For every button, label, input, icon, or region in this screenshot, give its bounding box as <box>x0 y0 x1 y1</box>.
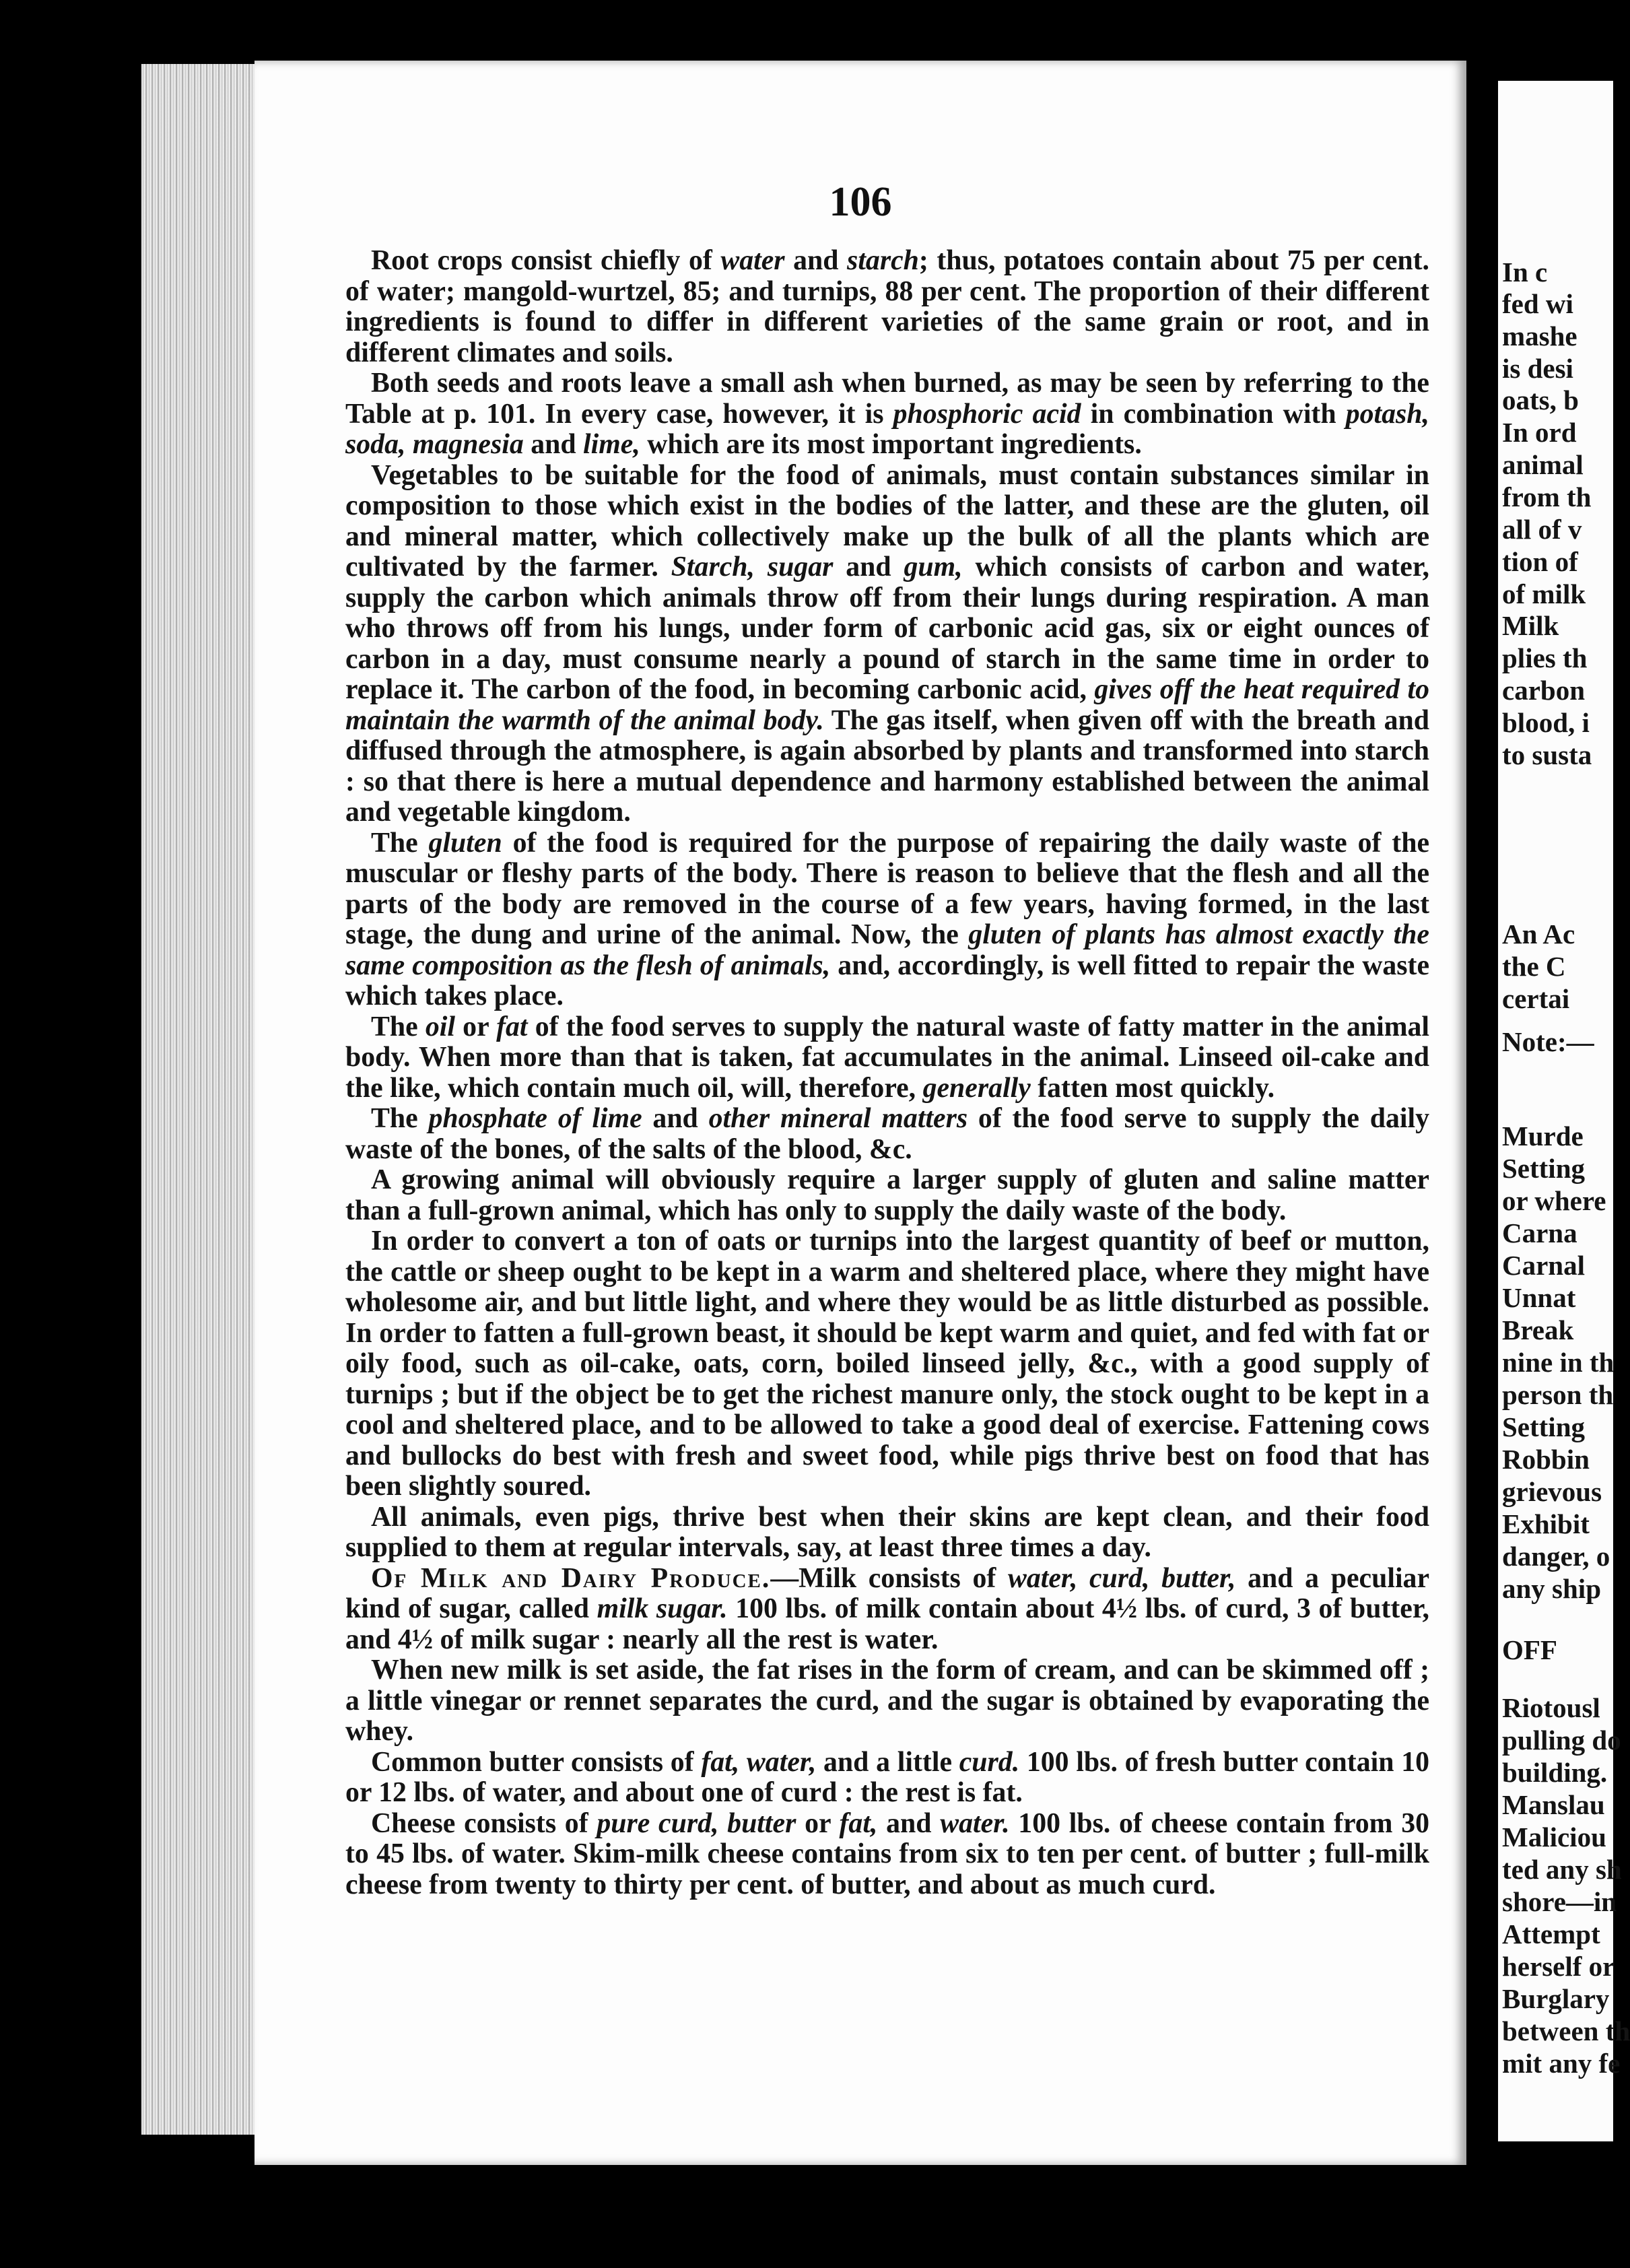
facing-page-line: mit any fe <box>1502 2048 1621 2079</box>
facing-page-line: Riotousl <box>1502 1692 1600 1723</box>
facing-page-line: of milk <box>1502 578 1586 609</box>
body-paragraph <box>345 1012 1429 1104</box>
facing-page-line: Note:— <box>1502 1026 1594 1057</box>
italic-text-run: lime, <box>583 429 640 460</box>
text-run: and <box>877 1807 941 1839</box>
facing-page-line: Carnal <box>1502 1250 1585 1281</box>
facing-page-text <box>1498 81 1630 2141</box>
italic-text-run: water. <box>940 1807 1010 1839</box>
text-run: Both seeds and roots leave a small ash when burned, as may be seen by referring to the Table at p. 101. In every case, however, it is <box>345 368 1429 430</box>
text-run: and, accordingly, is well fitted to repair the waste which takes place. <box>345 949 1430 1011</box>
facing-page-line: ted any sh <box>1502 1854 1622 1885</box>
italic-text-run: water, curd, butter, <box>1007 1562 1236 1594</box>
facing-page-line: building. <box>1502 1757 1608 1788</box>
body-paragraph <box>345 461 1429 828</box>
italic-text-run: gluten of plants has almost exactly the same composition as the flesh of animals, <box>345 919 1429 981</box>
italic-text-run: water <box>720 245 785 276</box>
facing-page-line: Milk <box>1502 610 1559 641</box>
text-run: 100 lbs. of milk contain about 4½ lbs. of curd, 3 of butter, and 4½ of milk sugar : nearly all the rest is water. <box>345 1593 1430 1655</box>
body-paragraph <box>345 1747 1429 1809</box>
text-run: 100 lbs. of cheese contain from 30 to 45 lbs. of water. Skim-milk cheese contains from six to ten per cent. of butter ; full-milk cheese from twenty to thirty per cent. of butter, and about as much curd. <box>345 1807 1430 1900</box>
facing-page-line: In c <box>1502 257 1548 288</box>
facing-page-line: to susta <box>1502 739 1592 770</box>
facing-page-line: Setting <box>1502 1153 1585 1184</box>
facing-page-line: shore—in <box>1502 1886 1617 1917</box>
facing-page-line: Carna <box>1502 1218 1577 1248</box>
section-heading-run: Of Milk and Dairy Produce. <box>371 1562 771 1594</box>
facing-page-line: Burglary <box>1502 1983 1610 2014</box>
text-run: All animals, even pigs, thrive best when their skins are kept clean, and their food supplied to them at regular intervals, say, at least three times a day. <box>345 1501 1429 1563</box>
facing-page-line: danger, o <box>1502 1541 1610 1572</box>
body-paragraph <box>345 1655 1429 1747</box>
italic-text-run: curd. <box>959 1746 1020 1778</box>
body-paragraph <box>345 246 1429 368</box>
text-run: fatten most quickly. <box>1030 1072 1275 1104</box>
body-paragraph <box>345 1564 1429 1656</box>
facing-page-line: mashe <box>1502 321 1577 352</box>
italic-text-run: fat <box>496 1011 528 1042</box>
text-run: The <box>371 827 429 859</box>
facing-page-line: Exhibit <box>1502 1508 1590 1539</box>
italic-text-run: starch <box>847 245 919 276</box>
italic-text-run: gum, <box>904 552 963 582</box>
text-run: When new milk is set aside, the fat rises in the form of cream, and can be skimmed off ; a little vinegar or rennet separates the curd, and the sugar is obtained by evaporating the whey. <box>345 1655 1429 1747</box>
text-run: and <box>784 245 848 276</box>
book-page-edges <box>141 64 259 2135</box>
facing-page-line: animal <box>1502 449 1584 480</box>
text-run: which are its most important ingredients. <box>640 429 1142 460</box>
facing-page-line: nine in th <box>1502 1347 1615 1378</box>
italic-text-run: fat, <box>839 1807 878 1839</box>
text-run: The gas itself, when given off with the breath and diffused through the atmosphere, is again absorbed by plants and transformed into starch : so that there is here a mutual dependence and harmony established between the animal and vegetable kingdom. <box>345 704 1429 828</box>
italic-text-run: gives off the heat required to maintain the warmth of the animal body. <box>345 674 1429 736</box>
italic-text-run: Starch, sugar <box>671 552 834 582</box>
text-run: 100 lbs. of fresh butter contain 10 or 12 lbs. of water, and about one of curd : the rest is fat. <box>345 1746 1429 1808</box>
italic-text-run: pure curd, butter <box>597 1807 796 1839</box>
facing-page-line: from th <box>1502 481 1592 512</box>
facing-page-line: Setting <box>1502 1411 1585 1442</box>
italic-text-run: oil <box>425 1011 455 1042</box>
text-run: or <box>455 1011 497 1042</box>
facing-page-line: An Ac <box>1502 919 1575 949</box>
body-paragraph <box>345 1502 1429 1564</box>
text-run: Root crops consist chiefly of <box>371 245 721 276</box>
text-run: in combination with <box>1081 398 1346 430</box>
facing-page-line: blood, i <box>1502 707 1590 738</box>
left-page <box>254 61 1466 2165</box>
facing-page-line: is desi <box>1502 353 1573 384</box>
italic-text-run: fat, water, <box>701 1746 817 1778</box>
body-paragraph <box>345 1165 1429 1226</box>
facing-page-line: certai <box>1502 983 1570 1014</box>
facing-page-line: Unnat <box>1502 1282 1576 1313</box>
facing-page-line: plies th <box>1502 642 1588 673</box>
text-run: or <box>796 1807 840 1839</box>
italic-text-run: phosphoric acid <box>893 398 1081 430</box>
text-run: which consists of carbon and water, supply the carbon which animals throw off from their lungs during respiration. A man who throws off from his lungs, under form of carbonic acid gas, six or eight ounces of carbon in a day, must consume nearly a pound of starch in the same time in order to replace it. The carbon of the food, in becoming carbonic acid, <box>345 552 1430 705</box>
body-paragraph <box>345 1809 1429 1901</box>
facing-page-line: grievous <box>1502 1476 1602 1507</box>
body-paragraph <box>345 828 1429 1012</box>
facing-page-fragment <box>1498 81 1630 2141</box>
text-run: Vegetables to be suitable for the food of animals, must contain substances similar in composition to those which exist in the bodies of the latter, and these are the gluten, oil and mineral matter, which collectively make up the bulk of all the plants which are cultivated by the farmer. <box>345 459 1429 582</box>
italic-text-run: milk sugar. <box>597 1593 728 1624</box>
facing-page-line: pulling do <box>1502 1725 1621 1756</box>
text-run: A growing animal will obviously require a larger supply of gluten and saline matter than a full-grown animal, which has only to supply the daily waste of the body. <box>345 1164 1429 1226</box>
text-run: and <box>833 552 904 582</box>
facing-page-line: tion of <box>1502 546 1578 577</box>
facing-page-line: the C <box>1502 951 1566 982</box>
facing-page-line: Maliciou <box>1502 1822 1606 1853</box>
facing-page-line: oats, b <box>1502 385 1579 415</box>
text-run: Cheese consists of <box>371 1807 597 1839</box>
text-run: In order to convert a ton of oats or turnips into the largest quantity of beef or mutton, the cattle or sheep ought to be kept in a warm and sheltered place, where they might have wholesome air, and but little light, and where they would be as little disturbed as possible. In order to fatten a full-grown beast, it should be kept warm and quiet, and fed with fat or oily food, such as oil-cake, oats, corn, boiled linseed jelly, &c., with a good supply of turnips ; but if the object be to get the richest manure only, the stock ought to be kept in a cool and sheltered place, and to be allowed to take a good deal of exercise. Fattening cows and bullocks do best with fresh and sweet food, while pigs thrive best on food that has been slightly soured. <box>345 1226 1429 1502</box>
italic-text-run: gluten <box>428 827 502 859</box>
facing-page-line: all of v <box>1502 514 1582 545</box>
text-run: of the food serves to supply the natural waste of fatty matter in the animal body. When more than that is taken, fat accumulates in the animal. Linseed oil-cake and the like, which contain much oil, will, therefore, <box>345 1011 1430 1104</box>
facing-page-line: OFF <box>1502 1634 1557 1665</box>
body-paragraph <box>345 1226 1429 1502</box>
facing-page-line: any ship <box>1502 1573 1602 1604</box>
body-paragraph <box>345 1104 1429 1165</box>
facing-page-line: herself or <box>1502 1951 1615 1982</box>
text-run: and <box>523 429 584 460</box>
facing-page-line: Manslau <box>1502 1789 1605 1820</box>
text-run: ; thus, potatoes contain about 75 per cent. of water; mangold-wurtzel, 85; and turnips, 88 per cent. The proportion of their different ingredients is found to differ in different varieties of the same grain or root, and in different climates and soils. <box>345 245 1430 368</box>
text-run: and <box>642 1103 709 1134</box>
text-run: of the food is required for the purpose of repairing the daily waste of the muscular or fleshy parts of the body. There is reason to believe that the flesh and all the parts of the body are removed in the course of a few years, having formed, in the last stage, the dung and urine of the animal. Now, the <box>345 827 1429 950</box>
italic-text-run: other mineral matters <box>708 1103 968 1134</box>
body-paragraph <box>345 368 1429 461</box>
text-run: The <box>371 1011 426 1042</box>
facing-page-line: Break <box>1502 1314 1574 1345</box>
page-body-text <box>345 246 1429 2077</box>
text-run: The <box>371 1103 429 1134</box>
facing-page-line: Attempt <box>1502 1919 1600 1949</box>
text-run: Common butter consists of <box>371 1746 702 1778</box>
italic-text-run: generally <box>922 1072 1031 1104</box>
text-run: —Milk consists of <box>770 1562 1008 1594</box>
text-run: and a peculiar kind of sugar, called <box>345 1562 1430 1624</box>
italic-text-run: potash, soda, magnesia <box>345 398 1429 460</box>
facing-page-line: fed wi <box>1502 288 1573 319</box>
page-number: 106 <box>829 179 892 225</box>
facing-page-line: In ord <box>1502 417 1577 448</box>
facing-page-line: person th <box>1502 1379 1614 1410</box>
facing-page-line: between th <box>1502 2015 1630 2046</box>
italic-text-run: phosphate of lime <box>428 1103 642 1134</box>
facing-page-line: Robbin <box>1502 1444 1590 1475</box>
text-run: and a little <box>816 1746 959 1778</box>
facing-page-line: Murde <box>1502 1121 1584 1152</box>
facing-page-line: carbon <box>1502 675 1585 706</box>
facing-page-line: or where <box>1502 1185 1606 1216</box>
text-run: of the food serve to supply the daily waste of the bones, of the salts of the blood, &c. <box>345 1103 1429 1165</box>
